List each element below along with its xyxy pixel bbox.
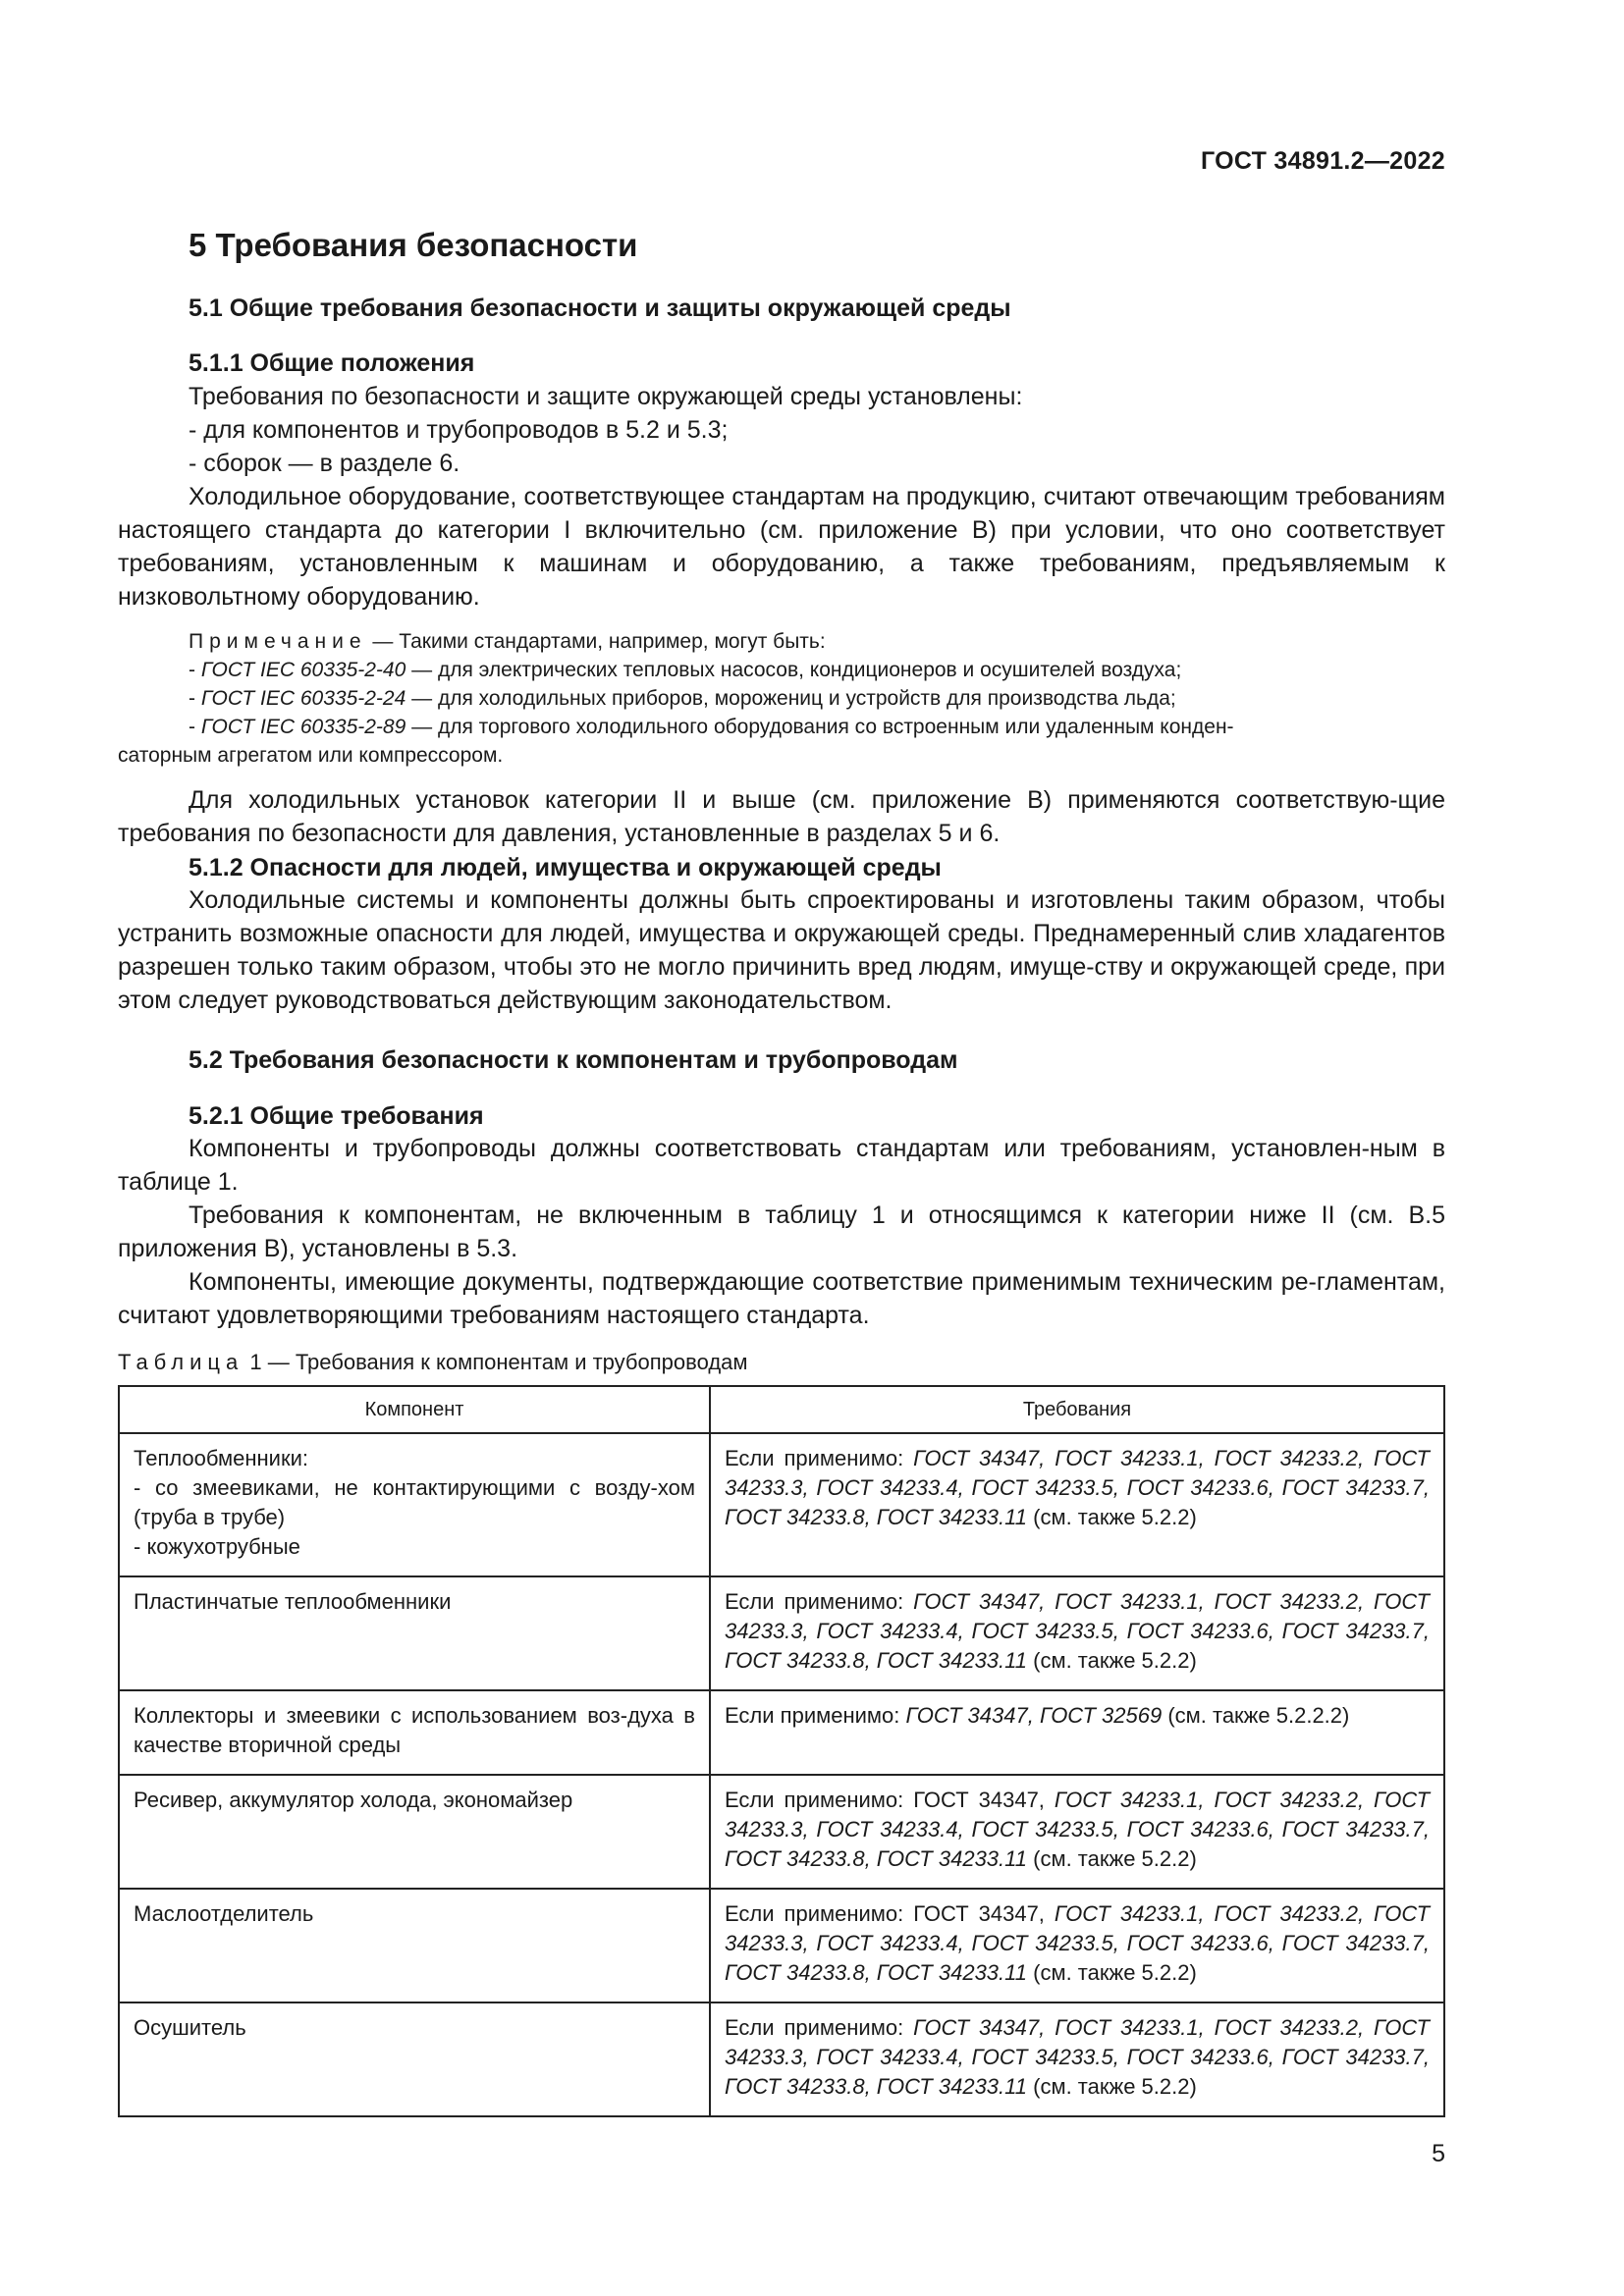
component-cell [119, 1775, 710, 1889]
list-item: - для компонентов и трубопроводов в 5.2 и 5.3; [189, 415, 729, 444]
requirements-table [118, 1385, 1445, 2117]
requirements-suffix: (см. также 5.2.2) [1027, 1505, 1197, 1530]
standard-ref: ГОСТ 34347, ГОСТ 34233.1, ГОСТ 34233.2, ГОСТ 34233.3, ГОСТ 34233.4, ГОСТ 34233.5, ГОСТ 34233.6, ГОСТ 34233.7, ГОСТ 34233.8, ГОСТ 34233.11 [725, 1446, 1430, 1530]
table-row [119, 1576, 1444, 1690]
section-5-1-title: 5.1 Общие требования безопасности и защиты окружающей среды [189, 294, 1011, 322]
component-line: Осушитель [134, 2015, 246, 2041]
component-line: - кожухотрубные [134, 1534, 300, 1560]
note-label: Примечание [189, 629, 367, 653]
standard-ref: ГОСТ 34347, ГОСТ 32569 [905, 1703, 1163, 1729]
note-item: - ГОСТ IEC 60335-2-40 — для электрических тепловых насосов, кондиционеров и осушителей воздуха; [189, 658, 1182, 681]
page-content [118, 147, 1445, 2117]
component-cell [119, 1576, 710, 1690]
component-line: Коллекторы и змеевики с использованием воз-духа в качестве вторичной среды [134, 1703, 695, 1758]
requirements-cell [710, 2002, 1444, 2116]
note-item: - ГОСТ IEC 60335-2-89 — для торгового холодильного оборудования со встроенным или удаленным конден- [189, 715, 1234, 738]
section-5-title: 5 Требования безопасности [189, 227, 638, 263]
table-header-row [119, 1386, 1444, 1433]
requirements-cell [710, 1576, 1444, 1690]
standard-ref: ГОСТ IEC 60335-2-40 [200, 658, 406, 681]
section-5-1-1-paragraph: Холодильное оборудование, соответствующее стандартам на продукцию, считают отвечающим требованиям настоящего стандарта до категории I включительно (см. приложение В) при условии, что оно соответствует требованиям, установленным к машинам и оборудованию, а также требованиям, предъявляемым к низковольтному оборудованию. [118, 482, 1445, 611]
requirements-prefix: Если применимо: ГОСТ 34347, [725, 1901, 1055, 1927]
note-intro: — Такими стандартами, например, могут быть: [366, 629, 826, 653]
table-row [119, 1889, 1444, 2002]
section-5-2-1-paragraph: Требования к компонентам, не включенным в таблицу 1 и относящимся к категории ниже II (см. В.5 приложения В), установлены в 5.3. [118, 1201, 1445, 1263]
standard-ref: ГОСТ IEC 60335-2-24 [200, 686, 406, 710]
requirements-cell [710, 1775, 1444, 1889]
table-row [119, 1690, 1444, 1775]
requirements-prefix: Если применимо: [725, 1589, 914, 1615]
standard-ref: ГОСТ 34347, ГОСТ 34233.1, ГОСТ 34233.2, ГОСТ 34233.3, ГОСТ 34233.4, ГОСТ 34233.5, ГОСТ 34233.6, ГОСТ 34233.7, ГОСТ 34233.8, ГОСТ 34233.11 [725, 1589, 1430, 1674]
component-cell [119, 1433, 710, 1576]
component-line: Теплообменники: [134, 1446, 308, 1471]
document-code: ГОСТ 34891.2—2022 [1200, 147, 1445, 175]
note-continuation: саторным агрегатом или компрессором. [118, 743, 504, 767]
table-body [119, 1433, 1444, 2116]
page-number: 5 [1432, 2140, 1445, 2167]
component-cell [119, 1690, 710, 1775]
section-5-2-title: 5.2 Требования безопасности к компонентам и трубопроводам [189, 1046, 958, 1075]
section-5-2-1-title: 5.2.1 Общие требования [189, 1101, 484, 1130]
table-row [119, 2002, 1444, 2116]
section-5-1-2-title: 5.1.2 Опасности для людей, имущества и окружающей среды [189, 853, 942, 881]
requirements-suffix: (см. также 5.2.2) [1027, 1846, 1197, 1872]
component-line: Пластинчатые теплообменники [134, 1589, 452, 1615]
column-header-requirements: Требования [710, 1386, 1444, 1433]
section-5-2-1-paragraph: Компоненты и трубопроводы должны соответствовать стандартам или требованиям, установлен-ным в таблице 1. [118, 1135, 1445, 1197]
table-row [119, 1775, 1444, 1889]
standard-ref: ГОСТ IEC 60335-2-89 [200, 715, 406, 738]
table-caption-text: 1 — Требования к компонентам и трубопроводам [244, 1350, 748, 1375]
requirements-prefix: Если применимо: ГОСТ 34347, [725, 1788, 1055, 1813]
section-5-1-1-intro: Требования по безопасности и защите окружающей среды установлены: [189, 382, 1023, 410]
standard-ref: ГОСТ 34233.1, ГОСТ 34233.2, ГОСТ 34233.3, ГОСТ 34233.4, ГОСТ 34233.5, ГОСТ 34233.6, ГОСТ 34233.7, ГОСТ 34233.8, ГОСТ 34233.11 [725, 1788, 1431, 1872]
requirements-prefix: Если применимо: [725, 2015, 914, 2041]
standard-ref: ГОСТ 34347, ГОСТ 34233.1, ГОСТ 34233.2, ГОСТ 34233.3, ГОСТ 34233.4, ГОСТ 34233.5, ГОСТ 34233.6, ГОСТ 34233.7, ГОСТ 34233.8, ГОСТ 34233.11 [725, 2015, 1430, 2100]
note-block [118, 627, 1445, 770]
requirements-prefix: Если применимо: [725, 1703, 906, 1729]
requirements-suffix: (см. также 5.2.2) [1027, 1648, 1197, 1674]
table-row [119, 1433, 1444, 1576]
section-5-2-1-paragraph: Компоненты, имеющие документы, подтверждающие соответствие применимым техническим ре-гламентам, считают удовлетворяющими требованиям настоящего стандарта. [118, 1268, 1445, 1330]
component-cell [119, 1889, 710, 2002]
column-header-component: Компонент [119, 1386, 710, 1433]
component-line: - со змеевиками, не контактирующими с возду-хом (труба в трубе) [134, 1475, 695, 1530]
component-cell [119, 2002, 710, 2116]
requirements-prefix: Если применимо: [725, 1446, 914, 1471]
standard-ref: ГОСТ 34233.1, ГОСТ 34233.2, ГОСТ 34233.3, ГОСТ 34233.4, ГОСТ 34233.5, ГОСТ 34233.6, ГОСТ 34233.7, ГОСТ 34233.8, ГОСТ 34233.11 [725, 1901, 1431, 1986]
table-caption [118, 1348, 1445, 1377]
requirements-suffix: (см. также 5.2.2.2) [1162, 1703, 1350, 1729]
component-line: Маслоотделитель [134, 1901, 314, 1927]
requirements-suffix: (см. также 5.2.2) [1027, 2074, 1197, 2100]
list-item: - сборок — в разделе 6. [189, 449, 460, 477]
requirements-cell [710, 1889, 1444, 2002]
section-5-1-2-paragraph: Холодильные системы и компоненты должны быть спроектированы и изготовлены таким образом, чтобы устранить возможные опасности для людей, имущества и окружающей среды. Преднамеренный слив хладагентов разрешен только таким образом, чтобы это не могло причинить вред людям, имуще-ству и окружающей среде, при этом следует руководствоваться действующим законодательством. [118, 886, 1445, 1015]
note-item: - ГОСТ IEC 60335-2-24 — для холодильных приборов, морожениц и устройств для производства льда; [189, 686, 1176, 710]
section-5-1-1-title: 5.1.1 Общие положения [189, 349, 475, 378]
requirements-cell [710, 1690, 1444, 1775]
section-5-1-1-paragraph-2: Для холодильных установок категории II и выше (см. приложение В) применяются соответствую-щие требования по безопасности для давления, установленные в разделах 5 и 6. [118, 785, 1445, 847]
component-line: Ресивер, аккумулятор холода, экономайзер [134, 1788, 573, 1813]
requirements-suffix: (см. также 5.2.2) [1027, 1960, 1197, 1986]
requirements-cell [710, 1433, 1444, 1576]
table-caption-label: Таблица [118, 1350, 244, 1375]
